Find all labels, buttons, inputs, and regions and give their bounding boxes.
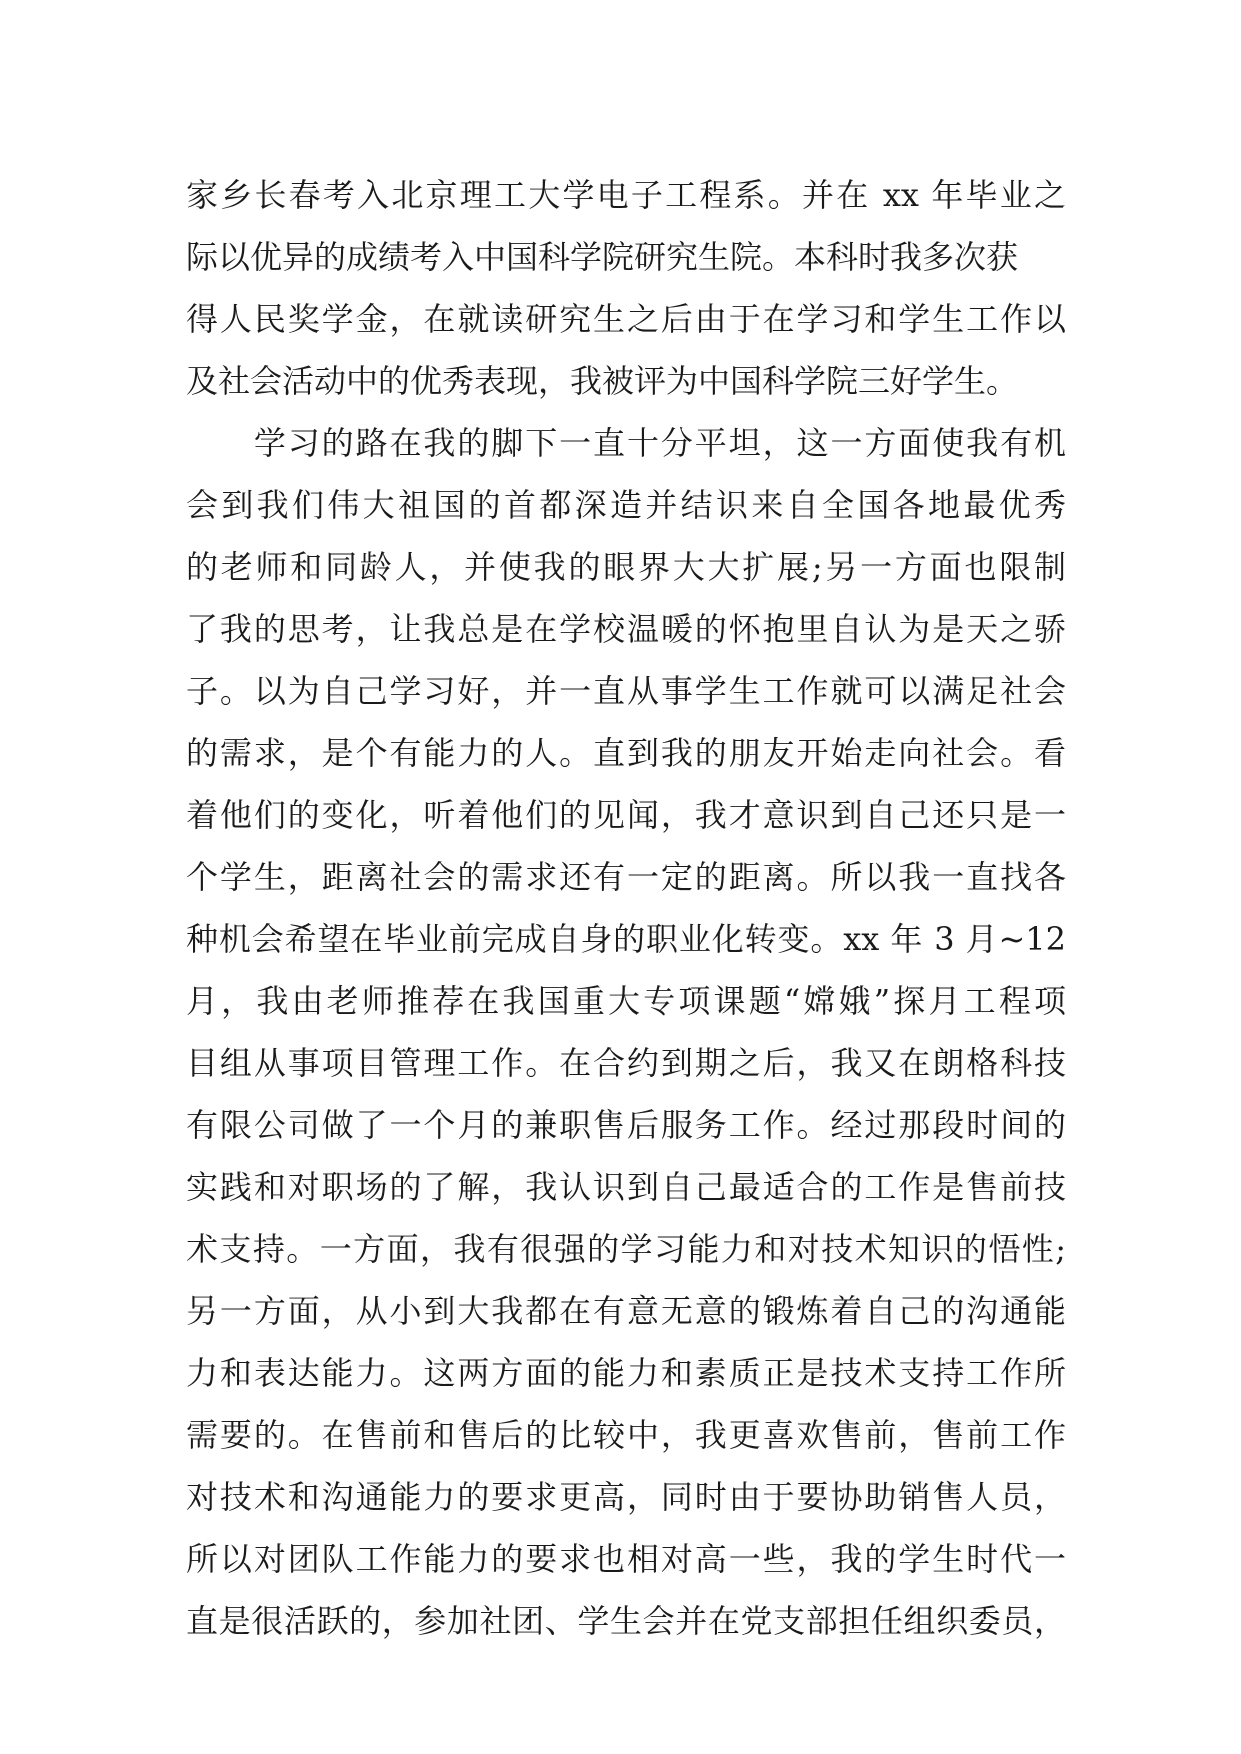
text-line: 月，我由老师推荐在我国重大专项课题“嫦娥”探月工程项 [186, 982, 1066, 1020]
body-text [186, 164, 1066, 1652]
text-line: 另一方面，从小到大我都在有意无意的锻炼着自己的沟通能 [186, 1292, 1066, 1330]
text-line: 的老师和同龄人，并使我的眼界大大扩展;另一方面也限制 [186, 548, 1066, 586]
text-line: 种机会希望在毕业前完成自身的职业化转变。xx 年 3 月~12 [186, 920, 1066, 958]
text-line: 际以优异的成绩考入中国科学院研究生院。本科时我多次获 [186, 238, 1019, 276]
text-line: 力和表达能力。这两方面的能力和素质正是技术支持工作所 [186, 1354, 1066, 1392]
text-line: 子。以为自己学习好，并一直从事学生工作就可以满足社会 [186, 672, 1066, 710]
text-line: 得人民奖学金，在就读研究生之后由于在学习和学生工作以 [186, 300, 1066, 338]
text-line: 目组从事项目管理工作。在合约到期之后，我又在朗格科技 [186, 1044, 1066, 1082]
text-line: 会到我们伟大祖国的首都深造并结识来自全国各地最优秀 [186, 486, 1066, 524]
text-line: 着他们的变化，听着他们的见闻，我才意识到自己还只是一 [186, 796, 1066, 834]
text-line: 了我的思考，让我总是在学校温暖的怀抱里自认为是天之骄 [186, 610, 1066, 648]
text-line: 术支持。一方面，我有很强的学习能力和对技术知识的悟性; [186, 1230, 1066, 1268]
text-line: 及社会活动中的优秀表现，我被评为中国科学院三好学生。 [186, 362, 1019, 400]
text-line: 对技术和沟通能力的要求更高，同时由于要协助销售人员， [186, 1478, 1066, 1516]
text-line: 的需求，是个有能力的人。直到我的朋友开始走向社会。看 [186, 734, 1066, 772]
text-line: 个学生，距离社会的需求还有一定的距离。所以我一直找各 [186, 858, 1066, 896]
text-line: 直是很活跃的，参加社团、学生会并在党支部担任组织委员， [186, 1602, 1066, 1640]
text-line: 家乡长春考入北京理工大学电子工程系。并在 xx 年毕业之 [186, 176, 1066, 214]
text-line: 学习的路在我的脚下一直十分平坦，这一方面使我有机 [186, 424, 1066, 462]
text-line: 实践和对职场的了解，我认识到自己最适合的工作是售前技 [186, 1168, 1066, 1206]
text-line: 有限公司做了一个月的兼职售后服务工作。经过那段时间的 [186, 1106, 1066, 1144]
text-line: 所以对团队工作能力的要求也相对高一些，我的学生时代一 [186, 1540, 1066, 1578]
text-line: 需要的。在售前和售后的比较中，我更喜欢售前，售前工作 [186, 1416, 1066, 1454]
